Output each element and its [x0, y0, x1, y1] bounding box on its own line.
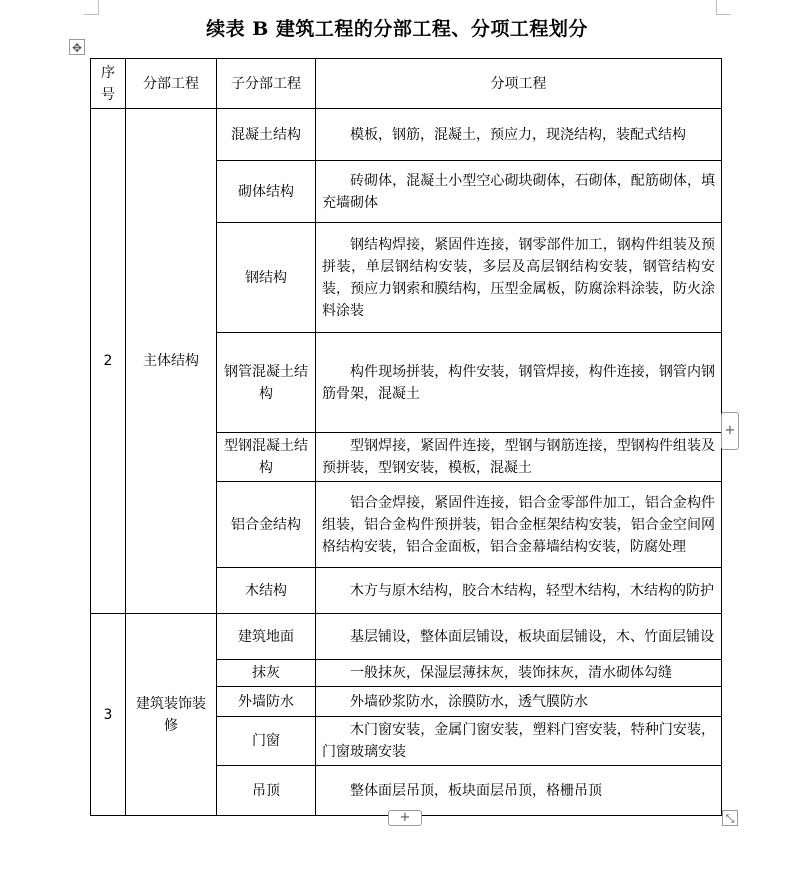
subdivision-cell: 铝合金结构 — [217, 482, 316, 568]
subdivision-cell: 外墙防水 — [217, 687, 316, 717]
table-move-handle-icon[interactable]: ✥ — [69, 39, 85, 55]
items-cell: 一般抹灰，保湿层薄抹灰，装饰抹灰，清水砌体勾缝 — [316, 660, 722, 687]
items-cell: 基层铺设，整体面层铺设，板块面层铺设，木、竹面层铺设 — [316, 614, 722, 660]
header-seq: 序号 — [91, 59, 126, 109]
header-items: 分项工程 — [316, 59, 722, 109]
subdivision-cell: 抹灰 — [217, 660, 316, 687]
page-corner-mark-left — [84, 0, 99, 15]
subdivision-cell: 建筑地面 — [217, 614, 316, 660]
table-row — [91, 109, 722, 161]
subdivision-cell: 门窗 — [217, 717, 316, 766]
items-cell: 外墙砂浆防水，涂膜防水，透气膜防水 — [316, 687, 722, 717]
items-cell: 模板，钢筋，混凝土，预应力，现浇结构，装配式结构 — [316, 109, 722, 161]
header-division: 分部工程 — [126, 59, 217, 109]
add-column-button[interactable]: + — [721, 412, 739, 450]
subdivision-cell: 吊顶 — [217, 766, 316, 816]
subdivision-cell: 木结构 — [217, 568, 316, 614]
division-table — [90, 58, 722, 816]
items-cell: 砖砌体，混凝土小型空心砌块砌体，石砌体，配筋砌体，填充墙砌体 — [316, 161, 722, 223]
subdivision-cell: 钢管混凝土结构 — [217, 333, 316, 433]
subdivision-cell: 型钢混凝土结构 — [217, 433, 316, 482]
table-header-row — [91, 59, 722, 109]
add-row-button[interactable]: + — [388, 810, 422, 826]
seq-cell: 2 — [91, 109, 126, 614]
header-subdivision: 子分部工程 — [217, 59, 316, 109]
subdivision-cell: 混凝土结构 — [217, 109, 316, 161]
page-corner-mark-right — [716, 0, 731, 15]
items-cell: 整体面层吊顶，板块面层吊顶，格栅吊顶 — [316, 766, 722, 816]
table-title: 续表 B 建筑工程的分部工程、分项工程划分 — [206, 18, 588, 40]
items-cell: 钢结构焊接，紧固件连接，钢零部件加工，钢构件组装及预拼装，单层钢结构安装，多层及高层钢结构安装，钢管结构安装，预应力钢索和膜结构，压型金属板，防腐涂料涂装，防火涂料涂装 — [316, 223, 722, 333]
table-row — [91, 614, 722, 660]
items-cell: 木方与原木结构，胶合木结构，轻型木结构，木结构的防护 — [316, 568, 722, 614]
table-resize-handle-icon[interactable]: ⤡ — [722, 810, 738, 826]
items-cell: 型钢焊接，紧固件连接，型钢与钢筋连接，型钢构件组装及预拼装，型钢安装，模板，混凝土 — [316, 433, 722, 482]
items-cell: 构件现场拼装，构件安装，钢管焊接，构件连接，钢管内钢筋骨架，混凝土 — [316, 333, 722, 433]
subdivision-cell: 砌体结构 — [217, 161, 316, 223]
subdivision-cell: 钢结构 — [217, 223, 316, 333]
items-cell: 木门窗安装，金属门窗安装，塑料门窖安装，特种门安装，门窗玻璃安装 — [316, 717, 722, 766]
division-cell: 主体结构 — [126, 109, 217, 614]
division-cell: 建筑装饰装修 — [126, 614, 217, 816]
items-cell: 铝合金焊接，紧固件连接，铝合金零部件加工，铝合金构件组装，铝合金构件预拼装，铝合金框架结构安装，铝合金空间网格结构安装，铝合金面板，铝合金幕墙结构安装，防腐处理 — [316, 482, 722, 568]
seq-cell: 3 — [91, 614, 126, 816]
